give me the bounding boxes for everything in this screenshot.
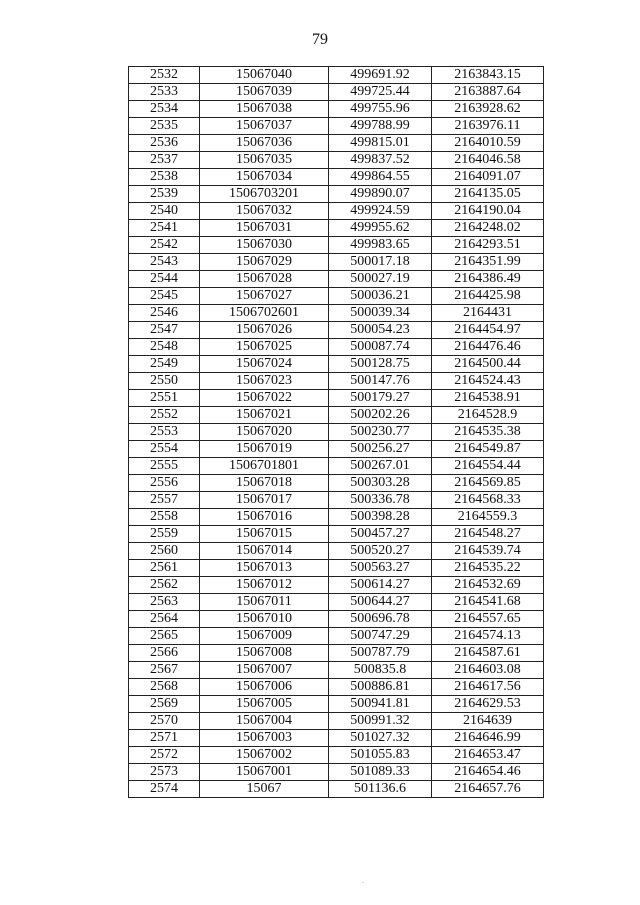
point-id-cell: 15067019 (200, 441, 329, 458)
x-coordinate-cell: 500147.76 (329, 373, 432, 390)
x-coordinate-cell: 499691.92 (329, 67, 432, 84)
y-coordinate-cell: 2164559.3 (432, 509, 544, 526)
y-coordinate-cell: 2163976.11 (432, 118, 544, 135)
point-number-cell: 2540 (129, 203, 200, 220)
table-row (129, 526, 544, 543)
x-coordinate-cell: 501055.83 (329, 747, 432, 764)
coordinates-table (128, 66, 544, 798)
x-coordinate-cell: 499955.62 (329, 220, 432, 237)
point-id-cell: 15067011 (200, 594, 329, 611)
table-row (129, 373, 544, 390)
point-number-cell: 2566 (129, 645, 200, 662)
point-id-cell: 15067023 (200, 373, 329, 390)
point-id-cell: 15067030 (200, 237, 329, 254)
y-coordinate-cell: 2164528.9 (432, 407, 544, 424)
y-coordinate-cell: 2164587.61 (432, 645, 544, 662)
y-coordinate-cell: 2164539.74 (432, 543, 544, 560)
y-coordinate-cell: 2164629.53 (432, 696, 544, 713)
x-coordinate-cell: 500039.34 (329, 305, 432, 322)
point-id-cell: 15067018 (200, 475, 329, 492)
x-coordinate-cell: 500520.27 (329, 543, 432, 560)
x-coordinate-cell: 500017.18 (329, 254, 432, 271)
y-coordinate-cell: 2164010.59 (432, 135, 544, 152)
y-coordinate-cell: 2164135.05 (432, 186, 544, 203)
point-id-cell: 15067002 (200, 747, 329, 764)
page-number: 79 (312, 31, 328, 48)
point-id-cell: 1506701801 (200, 458, 329, 475)
table-row (129, 390, 544, 407)
point-id-cell: 15067008 (200, 645, 329, 662)
point-id-cell: 1506703201 (200, 186, 329, 203)
x-coordinate-cell: 499924.59 (329, 203, 432, 220)
point-number-cell: 2561 (129, 560, 200, 577)
table-row (129, 730, 544, 747)
point-id-cell: 15067032 (200, 203, 329, 220)
point-id-cell: 15067006 (200, 679, 329, 696)
x-coordinate-cell: 499837.52 (329, 152, 432, 169)
y-coordinate-cell: 2164476.46 (432, 339, 544, 356)
table-row (129, 186, 544, 203)
x-coordinate-cell: 500036.21 (329, 288, 432, 305)
table-row (129, 220, 544, 237)
y-coordinate-cell: 2164386.49 (432, 271, 544, 288)
point-number-cell: 2558 (129, 509, 200, 526)
point-id-cell: 15067040 (200, 67, 329, 84)
point-id-cell: 15067010 (200, 611, 329, 628)
point-id-cell: 15067031 (200, 220, 329, 237)
point-number-cell: 2539 (129, 186, 200, 203)
table-row (129, 577, 544, 594)
table-row (129, 322, 544, 339)
table-row (129, 288, 544, 305)
table-row (129, 424, 544, 441)
x-coordinate-cell: 499983.65 (329, 237, 432, 254)
y-coordinate-cell: 2164248.02 (432, 220, 544, 237)
point-number-cell: 2574 (129, 781, 200, 798)
x-coordinate-cell: 500202.26 (329, 407, 432, 424)
y-coordinate-cell: 2164654.46 (432, 764, 544, 781)
point-number-cell: 2572 (129, 747, 200, 764)
point-number-cell: 2532 (129, 67, 200, 84)
y-coordinate-cell: 2164557.65 (432, 611, 544, 628)
y-coordinate-cell: 2164549.87 (432, 441, 544, 458)
point-id-cell: 15067004 (200, 713, 329, 730)
y-coordinate-cell: 2164538.91 (432, 390, 544, 407)
point-id-cell: 15067027 (200, 288, 329, 305)
x-coordinate-cell: 500256.27 (329, 441, 432, 458)
table-row (129, 271, 544, 288)
point-id-cell: 15067013 (200, 560, 329, 577)
point-number-cell: 2570 (129, 713, 200, 730)
x-coordinate-cell: 500457.27 (329, 526, 432, 543)
point-id-cell: 15067007 (200, 662, 329, 679)
x-coordinate-cell: 499864.55 (329, 169, 432, 186)
x-coordinate-cell: 500747.29 (329, 628, 432, 645)
x-coordinate-cell: 499725.44 (329, 84, 432, 101)
x-coordinate-cell: 500230.77 (329, 424, 432, 441)
x-coordinate-cell: 500179.27 (329, 390, 432, 407)
y-coordinate-cell: 2164657.76 (432, 781, 544, 798)
point-id-cell: 15067028 (200, 271, 329, 288)
y-coordinate-cell: 2164500.44 (432, 356, 544, 373)
y-coordinate-cell: 2164535.22 (432, 560, 544, 577)
y-coordinate-cell: 2164524.43 (432, 373, 544, 390)
table-row (129, 101, 544, 118)
table-row (129, 679, 544, 696)
y-coordinate-cell: 2164091.07 (432, 169, 544, 186)
table-row (129, 492, 544, 509)
point-number-cell: 2573 (129, 764, 200, 781)
point-number-cell: 2536 (129, 135, 200, 152)
point-number-cell: 2541 (129, 220, 200, 237)
point-number-cell: 2568 (129, 679, 200, 696)
point-number-cell: 2563 (129, 594, 200, 611)
table-row (129, 407, 544, 424)
y-coordinate-cell: 2164639 (432, 713, 544, 730)
point-id-cell: 15067001 (200, 764, 329, 781)
point-number-cell: 2555 (129, 458, 200, 475)
table-row (129, 441, 544, 458)
point-number-cell: 2559 (129, 526, 200, 543)
table-row (129, 764, 544, 781)
x-coordinate-cell: 500303.28 (329, 475, 432, 492)
table-row (129, 560, 544, 577)
x-coordinate-cell: 499815.01 (329, 135, 432, 152)
point-number-cell: 2534 (129, 101, 200, 118)
y-coordinate-cell: 2163928.62 (432, 101, 544, 118)
table-row (129, 475, 544, 492)
point-number-cell: 2571 (129, 730, 200, 747)
y-coordinate-cell: 2164603.08 (432, 662, 544, 679)
x-coordinate-cell: 500835.8 (329, 662, 432, 679)
y-coordinate-cell: 2163887.64 (432, 84, 544, 101)
x-coordinate-cell: 501089.33 (329, 764, 432, 781)
point-id-cell: 15067026 (200, 322, 329, 339)
table-row (129, 594, 544, 611)
y-coordinate-cell: 2164548.27 (432, 526, 544, 543)
point-id-cell: 1506702601 (200, 305, 329, 322)
point-number-cell: 2550 (129, 373, 200, 390)
point-number-cell: 2538 (129, 169, 200, 186)
y-coordinate-cell: 2164190.04 (432, 203, 544, 220)
y-coordinate-cell: 2164431 (432, 305, 544, 322)
point-number-cell: 2562 (129, 577, 200, 594)
point-number-cell: 2549 (129, 356, 200, 373)
point-id-cell: 15067015 (200, 526, 329, 543)
table-row (129, 696, 544, 713)
point-id-cell: 15067009 (200, 628, 329, 645)
x-coordinate-cell: 500336.78 (329, 492, 432, 509)
point-number-cell: 2567 (129, 662, 200, 679)
point-number-cell: 2556 (129, 475, 200, 492)
point-number-cell: 2547 (129, 322, 200, 339)
point-number-cell: 2554 (129, 441, 200, 458)
point-number-cell: 2564 (129, 611, 200, 628)
y-coordinate-cell: 2164554.44 (432, 458, 544, 475)
x-coordinate-cell: 500267.01 (329, 458, 432, 475)
y-coordinate-cell: 2163843.15 (432, 67, 544, 84)
point-id-cell: 15067022 (200, 390, 329, 407)
x-coordinate-cell: 500787.79 (329, 645, 432, 662)
x-coordinate-cell: 500054.23 (329, 322, 432, 339)
y-coordinate-cell: 2164568.33 (432, 492, 544, 509)
x-coordinate-cell: 500644.27 (329, 594, 432, 611)
point-id-cell: 15067038 (200, 101, 329, 118)
point-number-cell: 2543 (129, 254, 200, 271)
x-coordinate-cell: 500696.78 (329, 611, 432, 628)
y-coordinate-cell: 2164617.56 (432, 679, 544, 696)
y-coordinate-cell: 2164653.47 (432, 747, 544, 764)
point-number-cell: 2533 (129, 84, 200, 101)
point-number-cell: 2569 (129, 696, 200, 713)
point-id-cell: 15067 (200, 781, 329, 798)
x-coordinate-cell: 499788.99 (329, 118, 432, 135)
x-coordinate-cell: 500087.74 (329, 339, 432, 356)
point-id-cell: 15067003 (200, 730, 329, 747)
table-row (129, 203, 544, 220)
point-id-cell: 15067034 (200, 169, 329, 186)
point-id-cell: 15067021 (200, 407, 329, 424)
footer-mark: . (362, 876, 364, 885)
point-number-cell: 2546 (129, 305, 200, 322)
x-coordinate-cell: 500886.81 (329, 679, 432, 696)
point-id-cell: 15067012 (200, 577, 329, 594)
point-id-cell: 15067029 (200, 254, 329, 271)
x-coordinate-cell: 500941.81 (329, 696, 432, 713)
point-number-cell: 2544 (129, 271, 200, 288)
y-coordinate-cell: 2164532.69 (432, 577, 544, 594)
x-coordinate-cell: 501027.32 (329, 730, 432, 747)
x-coordinate-cell: 499890.07 (329, 186, 432, 203)
y-coordinate-cell: 2164541.68 (432, 594, 544, 611)
table-row (129, 135, 544, 152)
point-number-cell: 2535 (129, 118, 200, 135)
y-coordinate-cell: 2164293.51 (432, 237, 544, 254)
point-id-cell: 15067039 (200, 84, 329, 101)
x-coordinate-cell: 500128.75 (329, 356, 432, 373)
point-number-cell: 2537 (129, 152, 200, 169)
x-coordinate-cell: 500398.28 (329, 509, 432, 526)
table-row (129, 458, 544, 475)
table-row (129, 67, 544, 84)
table-row (129, 254, 544, 271)
y-coordinate-cell: 2164046.58 (432, 152, 544, 169)
point-id-cell: 15067024 (200, 356, 329, 373)
table-row (129, 237, 544, 254)
point-id-cell: 15067037 (200, 118, 329, 135)
y-coordinate-cell: 2164574.13 (432, 628, 544, 645)
y-coordinate-cell: 2164351.99 (432, 254, 544, 271)
y-coordinate-cell: 2164535.38 (432, 424, 544, 441)
point-number-cell: 2551 (129, 390, 200, 407)
table-row (129, 118, 544, 135)
table-row (129, 628, 544, 645)
point-number-cell: 2548 (129, 339, 200, 356)
point-id-cell: 15067035 (200, 152, 329, 169)
table-row (129, 611, 544, 628)
table-row (129, 356, 544, 373)
table-row (129, 339, 544, 356)
y-coordinate-cell: 2164425.98 (432, 288, 544, 305)
point-id-cell: 15067020 (200, 424, 329, 441)
x-coordinate-cell: 500027.19 (329, 271, 432, 288)
y-coordinate-cell: 2164646.99 (432, 730, 544, 747)
table-row (129, 747, 544, 764)
x-coordinate-cell: 500614.27 (329, 577, 432, 594)
point-id-cell: 15067036 (200, 135, 329, 152)
table-row (129, 781, 544, 798)
point-id-cell: 15067014 (200, 543, 329, 560)
point-number-cell: 2565 (129, 628, 200, 645)
point-number-cell: 2552 (129, 407, 200, 424)
y-coordinate-cell: 2164569.85 (432, 475, 544, 492)
table-row (129, 509, 544, 526)
table-row (129, 305, 544, 322)
table-row (129, 152, 544, 169)
table-body (129, 67, 544, 798)
point-id-cell: 15067016 (200, 509, 329, 526)
y-coordinate-cell: 2164454.97 (432, 322, 544, 339)
point-number-cell: 2560 (129, 543, 200, 560)
point-number-cell: 2557 (129, 492, 200, 509)
x-coordinate-cell: 500563.27 (329, 560, 432, 577)
x-coordinate-cell: 501136.6 (329, 781, 432, 798)
point-number-cell: 2553 (129, 424, 200, 441)
x-coordinate-cell: 500991.32 (329, 713, 432, 730)
table-row (129, 645, 544, 662)
x-coordinate-cell: 499755.96 (329, 101, 432, 118)
point-number-cell: 2542 (129, 237, 200, 254)
table-row (129, 169, 544, 186)
table-row (129, 543, 544, 560)
table-row (129, 713, 544, 730)
table-row (129, 662, 544, 679)
point-number-cell: 2545 (129, 288, 200, 305)
point-id-cell: 15067017 (200, 492, 329, 509)
point-id-cell: 15067005 (200, 696, 329, 713)
table-row (129, 84, 544, 101)
point-id-cell: 15067025 (200, 339, 329, 356)
